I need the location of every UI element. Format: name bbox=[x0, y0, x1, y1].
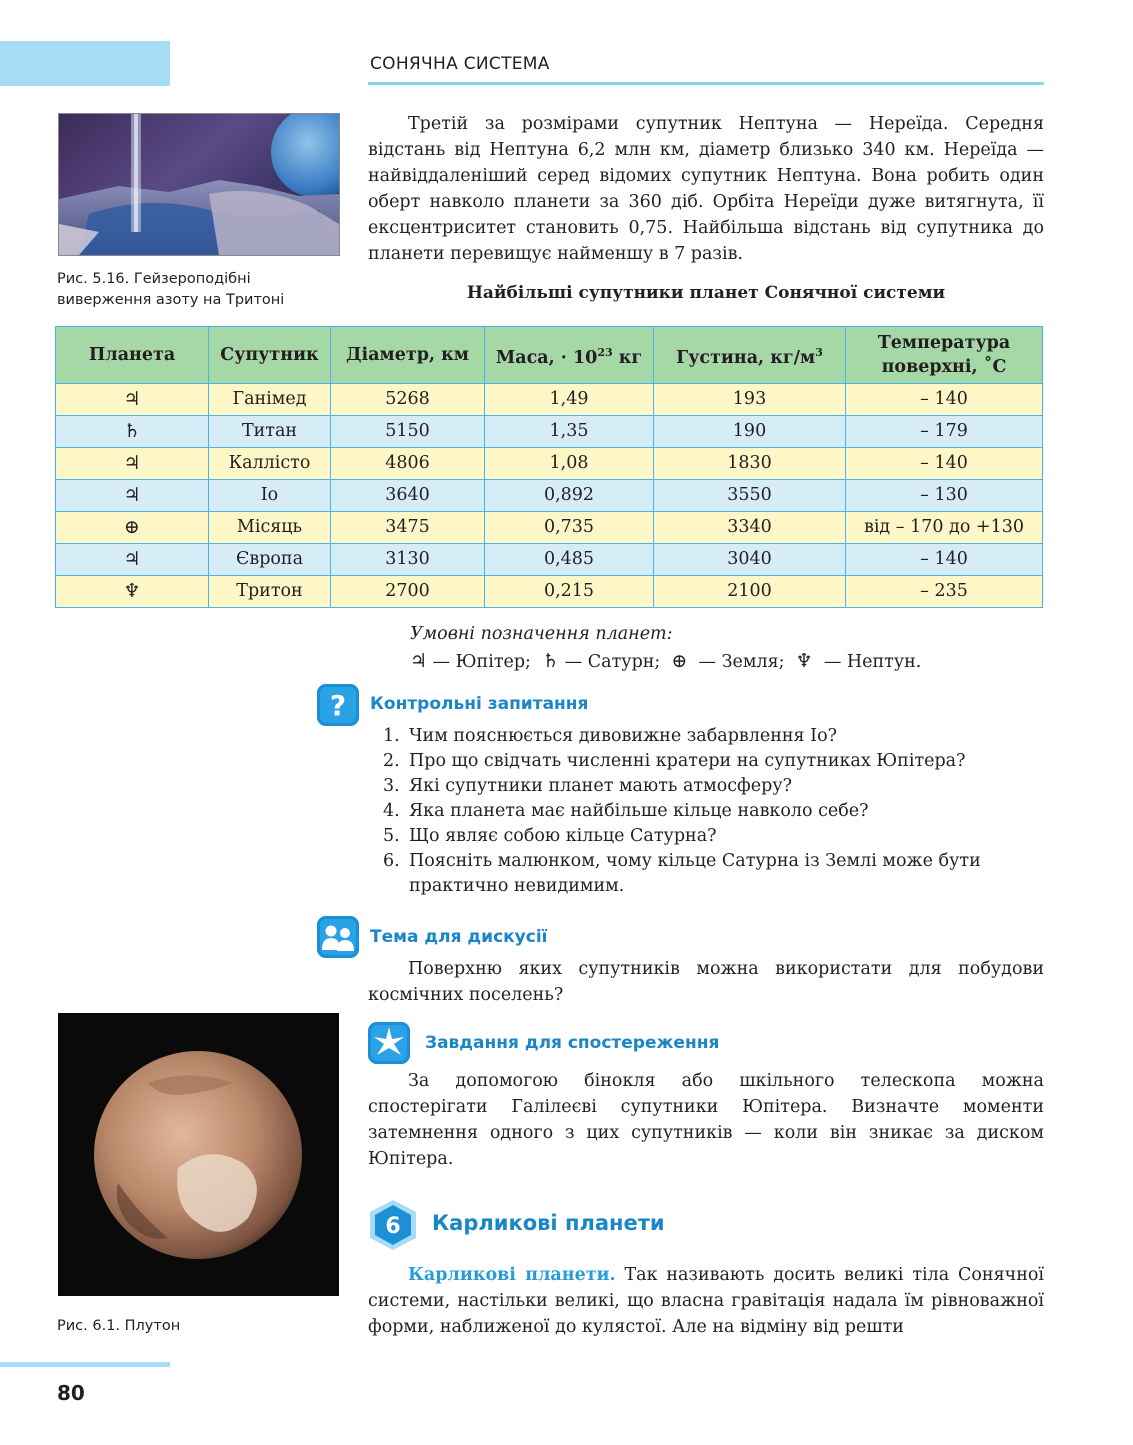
footer-decoration bbox=[0, 1362, 170, 1367]
list-item bbox=[383, 824, 1044, 849]
mass-cell: 0,215 bbox=[485, 576, 654, 608]
list-item bbox=[383, 774, 1044, 799]
moon-name: Ганімед bbox=[209, 384, 331, 416]
planet-symbol-icon: ♆ bbox=[56, 576, 209, 608]
header-divider bbox=[368, 82, 1044, 85]
discussion-paragraph bbox=[368, 956, 1044, 1008]
mass-header-unit: кг bbox=[612, 347, 643, 368]
diameter-cell: 3130 bbox=[331, 544, 485, 576]
section6-title: Карликові планети bbox=[432, 1211, 665, 1235]
question-text: Яка планета має найбільше кільце навколо себе? bbox=[409, 801, 869, 821]
question-number: 3. bbox=[383, 776, 400, 796]
neptune-symbol-icon: ♆ bbox=[795, 650, 813, 672]
temperature-cell: від – 170 до +130 bbox=[846, 512, 1043, 544]
density-header-exponent: 3 bbox=[815, 345, 823, 359]
diameter-cell: 3475 bbox=[331, 512, 485, 544]
temperature-cell: – 235 bbox=[846, 576, 1043, 608]
planet-legend bbox=[410, 650, 921, 672]
table-header-row bbox=[56, 327, 1043, 384]
paragraph-text: За допомогою бінокля або шкільного телескопа можна спостерігати Галілеєві супутники Юпітера. Визначте моменти затемнення одного з цих супутників — коли він зникає за диском Юпітера. bbox=[368, 1071, 1044, 1169]
question-number: 4. bbox=[383, 801, 400, 821]
density-cell: 1830 bbox=[654, 448, 846, 480]
table-row bbox=[56, 544, 1043, 576]
questions-section-title: Контрольні запитання bbox=[370, 694, 589, 714]
moon-name: Місяць bbox=[209, 512, 331, 544]
question-icon bbox=[317, 684, 359, 726]
triton-figure-caption bbox=[57, 269, 357, 311]
table-row bbox=[56, 576, 1043, 608]
running-header-title: СОНЯЧНА СИСТЕМА bbox=[370, 54, 550, 74]
planet-symbol-icon: ♃ bbox=[56, 448, 209, 480]
diameter-cell: 5268 bbox=[331, 384, 485, 416]
temp-header-line1: Температура bbox=[877, 333, 1011, 353]
mass-cell: 0,735 bbox=[485, 512, 654, 544]
question-number: 1. bbox=[383, 726, 400, 746]
temperature-cell: – 140 bbox=[846, 384, 1043, 416]
table-row bbox=[56, 384, 1043, 416]
temperature-cell: – 140 bbox=[846, 544, 1043, 576]
question-number: 6. bbox=[383, 851, 400, 871]
table-row bbox=[56, 512, 1043, 544]
mass-cell: 1,49 bbox=[485, 384, 654, 416]
temperature-cell: – 130 bbox=[846, 480, 1043, 512]
saturn-symbol-icon: ♄ bbox=[542, 650, 560, 672]
paragraph-text bbox=[368, 1262, 1044, 1340]
list-item bbox=[383, 724, 1044, 749]
density-cell: 193 bbox=[654, 384, 846, 416]
star-icon bbox=[368, 1022, 410, 1064]
triton-geyser-image bbox=[58, 113, 340, 256]
density-header-text: Густина, кг/м bbox=[676, 347, 816, 368]
caption-line: виверження азоту на Тритоні bbox=[57, 292, 285, 308]
jupiter-symbol-icon: ♃ bbox=[410, 650, 428, 672]
svg-text:?: ? bbox=[329, 689, 347, 722]
largest-moons-table bbox=[55, 326, 1043, 608]
legend-text: — Земля; bbox=[687, 652, 796, 672]
legend-text: — Нептун. bbox=[812, 652, 922, 672]
question-number: 5. bbox=[383, 826, 400, 846]
planet-symbol-icon: ⊕ bbox=[56, 512, 209, 544]
col-header-mass bbox=[485, 327, 654, 384]
diameter-cell: 2700 bbox=[331, 576, 485, 608]
temperature-cell: – 179 bbox=[846, 416, 1043, 448]
dwarf-planets-paragraph bbox=[368, 1262, 1044, 1340]
moon-name: Іо bbox=[209, 480, 331, 512]
caption-line: Рис. 5.16. Гейзероподібні bbox=[57, 271, 251, 287]
earth-symbol-icon: ⊕ bbox=[671, 650, 688, 672]
planet-symbol-icon: ♄ bbox=[56, 416, 209, 448]
moon-name: Тритон bbox=[209, 576, 331, 608]
mass-header-text: Маса, · 10 bbox=[495, 347, 598, 368]
nereid-paragraph bbox=[368, 111, 1044, 267]
temperature-cell: – 140 bbox=[846, 448, 1043, 480]
diameter-cell: 4806 bbox=[331, 448, 485, 480]
col-header-moon: Супутник bbox=[209, 327, 331, 384]
moon-name: Європа bbox=[209, 544, 331, 576]
table-row bbox=[56, 480, 1043, 512]
density-cell: 2100 bbox=[654, 576, 846, 608]
col-header-temperature bbox=[846, 327, 1043, 384]
question-number: 2. bbox=[383, 751, 400, 771]
diameter-cell: 3640 bbox=[331, 480, 485, 512]
table-title: Найбільші супутники планет Сонячної системи bbox=[466, 283, 946, 303]
density-cell: 3550 bbox=[654, 480, 846, 512]
mass-cell: 1,08 bbox=[485, 448, 654, 480]
table-row bbox=[56, 448, 1043, 480]
mass-cell: 1,35 bbox=[485, 416, 654, 448]
paragraph-text: Третій за розмірами супутник Нептуна — Нереїда. Середня відстань від Нептуна 6,2 млн км, діаметр близько 340 км. Нереїда — найвіддаленіший серед відомих супутник Нептуна. Вона робить один оберт навколо планети за 360 діб. Орбіта Нереїди дуже витягнута, її ексцентриситет становить 0,75. Найбільша відстань від супутника до планети перевищує найменшу в 7 разів. bbox=[368, 114, 1044, 264]
observation-section-title: Завдання для спостереження bbox=[425, 1033, 720, 1053]
density-cell: 3040 bbox=[654, 544, 846, 576]
table-row bbox=[56, 416, 1043, 448]
questions-list bbox=[383, 724, 1044, 899]
legend-text: — Юпітер; bbox=[427, 652, 543, 672]
question-text: Чим пояснюється дивовижне забарвлення Іо? bbox=[409, 726, 837, 746]
term-highlight: Карликові планети. bbox=[408, 1265, 616, 1285]
mass-header-exponent: 23 bbox=[597, 345, 613, 359]
question-text: Про що свідчать численні кратери на супутниках Юпітера? bbox=[409, 751, 966, 771]
planet-symbol-icon: ♃ bbox=[56, 384, 209, 416]
mass-cell: 0,892 bbox=[485, 480, 654, 512]
list-item bbox=[383, 799, 1044, 824]
diameter-cell: 5150 bbox=[331, 416, 485, 448]
moon-name: Титан bbox=[209, 416, 331, 448]
question-text: Що являє собою кільце Сатурна? bbox=[409, 826, 717, 846]
section-number-badge bbox=[366, 1198, 420, 1256]
list-item bbox=[383, 749, 1044, 774]
col-header-planet: Планета bbox=[56, 327, 209, 384]
question-text: Які супутники планет мають атмосферу? bbox=[409, 776, 792, 796]
paragraph-text: Поверхню яких супутників можна використати для побудови космічних поселень? bbox=[368, 959, 1044, 1005]
pluto-figure-caption: Рис. 6.1. Плутон bbox=[57, 1318, 181, 1334]
discussion-section-title: Тема для дискусії bbox=[370, 927, 548, 947]
moon-name: Каллісто bbox=[209, 448, 331, 480]
observation-paragraph bbox=[368, 1068, 1044, 1172]
paragraph-body: Так називають досить великі тіла Сонячної системи, настільки великі, що власна гравітація надала їм рівноважної форми, наближеної до кулястої. Але на відміну від решти bbox=[368, 1265, 1044, 1337]
density-cell: 190 bbox=[654, 416, 846, 448]
legend-text: — Сатурн; bbox=[559, 652, 672, 672]
section-number: 6 bbox=[385, 1214, 401, 1239]
temp-header-line2: поверхні, ˚С bbox=[881, 357, 1007, 377]
planet-symbol-icon: ♃ bbox=[56, 480, 209, 512]
col-header-density bbox=[654, 327, 846, 384]
planet-symbol-icon: ♃ bbox=[56, 544, 209, 576]
question-text: Поясніть малюнком, чому кільце Сатурна із Землі може бути практично невидимим. bbox=[409, 851, 981, 896]
people-icon bbox=[317, 916, 359, 958]
legend-title: Умовні позначення планет: bbox=[410, 624, 673, 644]
header-tab-decoration bbox=[0, 41, 170, 86]
mass-cell: 0,485 bbox=[485, 544, 654, 576]
page-number: 80 bbox=[57, 1381, 85, 1405]
col-header-diameter: Діаметр, км bbox=[331, 327, 485, 384]
list-item bbox=[383, 849, 1044, 899]
pluto-image bbox=[58, 1013, 339, 1296]
density-cell: 3340 bbox=[654, 512, 846, 544]
